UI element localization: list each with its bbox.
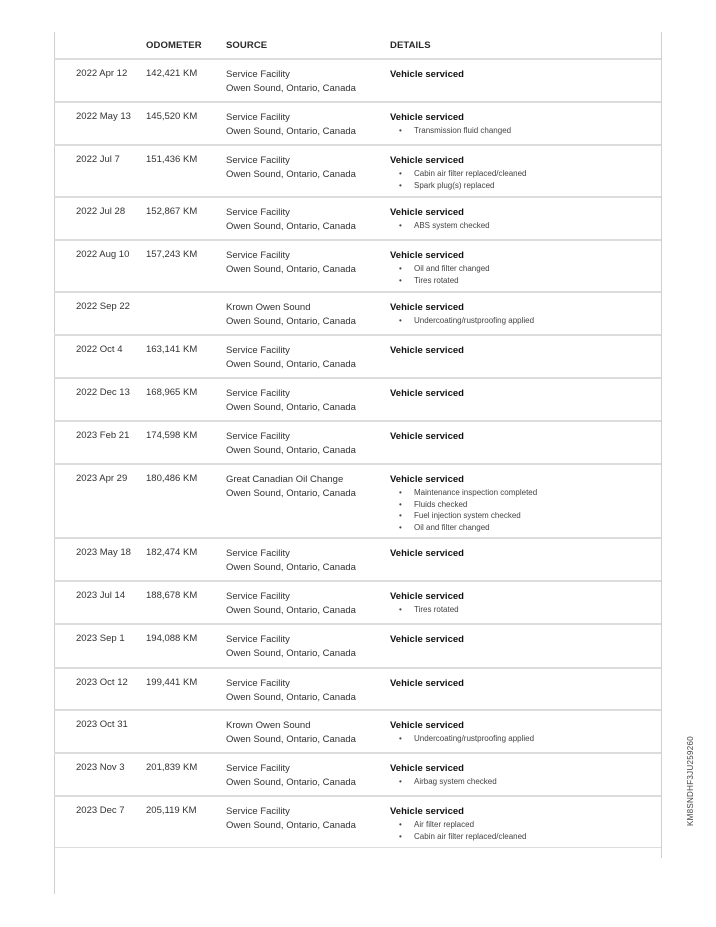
details-list-item [390,819,527,831]
bullet-icon: • [399,734,402,743]
details-list-item [390,487,537,499]
record-date: 2023 Dec 7 [76,805,125,816]
details-list [390,776,497,788]
details-item-text: Oil and filter changed [414,264,490,273]
details-list [390,125,511,137]
record-date: 2023 Oct 31 [76,719,128,730]
source-name: Service Facility [226,250,290,261]
source-name: Great Canadian Oil Change [226,474,344,485]
row-divider [54,752,661,754]
record-odometer: 152,867 KM [146,206,198,217]
record-source [226,344,356,372]
record-odometer: 180,486 KM [146,473,198,484]
source-location: Owen Sound, Ontario, Canada [226,562,356,573]
details-list-item [390,125,511,137]
details-title: Vehicle serviced [390,302,464,313]
record-details [390,154,527,191]
details-list [390,315,534,327]
source-column-header: SOURCE [226,40,268,51]
source-name: Service Facility [226,155,290,166]
details-list-item [390,831,527,843]
bullet-icon: • [399,264,402,273]
record-date: 2022 May 13 [76,111,131,122]
record-source [226,206,356,234]
odometer-column-header: ODOMETER [146,40,202,51]
details-title: Vehicle serviced [390,720,464,731]
details-item-text: Fuel injection system checked [414,511,521,520]
record-details [390,473,537,533]
source-name: Service Facility [226,591,290,602]
source-location: Owen Sound, Ontario, Canada [226,488,356,499]
record-details [390,111,511,137]
record-source [226,430,356,458]
bullet-icon: • [399,820,402,829]
record-details [390,68,464,82]
record-date: 2022 Aug 10 [76,249,130,260]
details-item-text: Spark plug(s) replaced [414,180,495,190]
details-item-text: ABS system checked [414,221,490,230]
row-divider [54,58,661,60]
details-item-text: Air filter replaced [414,820,475,829]
record-source [226,719,356,747]
record-date: 2023 Nov 3 [76,762,125,773]
source-location: Owen Sound, Ontario, Canada [226,692,356,703]
details-item-text: Oil and filter changed [414,522,490,532]
details-title: Vehicle serviced [390,388,464,399]
details-list-item [390,168,527,180]
record-source [226,633,356,661]
source-location: Owen Sound, Ontario, Canada [226,648,356,659]
row-divider [54,239,661,241]
details-item-text: Fluids checked [414,499,468,509]
vin-label: KM8SNDHF3JU259260 [686,735,695,826]
source-location: Owen Sound, Ontario, Canada [226,605,356,616]
row-divider [54,420,661,422]
record-source [226,249,356,277]
bullet-icon: • [399,316,402,325]
record-odometer: 157,243 KM [146,249,198,260]
details-list [390,819,527,842]
details-list-item [390,499,537,511]
bullet-icon: • [399,777,402,786]
details-title: Vehicle serviced [390,431,464,442]
details-title: Vehicle serviced [390,250,464,261]
record-details [390,719,534,745]
table-right-border [661,32,662,858]
record-date: 2022 Dec 13 [76,387,130,398]
details-title: Vehicle serviced [390,678,464,689]
details-item-text: Undercoating/rustproofing applied [414,316,535,325]
record-details [390,677,464,691]
details-title: Vehicle serviced [390,763,464,774]
details-list [390,604,464,616]
source-location: Owen Sound, Ontario, Canada [226,734,356,745]
details-title: Vehicle serviced [390,634,464,645]
table-bottom-divider [54,847,661,848]
row-divider [54,795,661,797]
source-name: Service Facility [226,806,290,817]
record-date: 2023 Apr 29 [76,473,128,484]
details-list-item [390,275,490,287]
details-list-item [390,733,534,745]
details-item-text: Maintenance inspection completed [414,488,538,497]
source-location: Owen Sound, Ontario, Canada [226,221,356,232]
details-list-item [390,776,497,788]
source-name: Service Facility [226,207,290,218]
row-divider [54,537,661,539]
record-date: 2022 Sep 22 [76,301,130,312]
record-source [226,473,356,501]
details-title: Vehicle serviced [390,806,464,817]
details-item-text: Airbag system checked [414,777,497,786]
row-divider [54,101,661,103]
source-name: Service Facility [226,388,290,399]
record-odometer: 145,520 KM [146,111,198,122]
row-divider [54,196,661,198]
row-divider [54,709,661,711]
row-divider [54,623,661,625]
record-odometer: 163,141 KM [146,344,198,355]
record-details [390,206,490,232]
record-source [226,68,356,96]
record-date: 2023 Jul 14 [76,590,126,601]
details-title: Vehicle serviced [390,591,464,602]
record-odometer: 201,839 KM [146,762,198,773]
details-list [390,733,534,745]
record-details [390,249,490,286]
record-odometer: 151,436 KM [146,154,198,165]
record-odometer: 168,965 KM [146,387,198,398]
source-location: Owen Sound, Ontario, Canada [226,820,356,831]
record-odometer: 199,441 KM [146,677,198,688]
record-source [226,805,356,833]
source-name: Service Facility [226,548,290,559]
record-odometer: 205,119 KM [146,805,197,816]
source-location: Owen Sound, Ontario, Canada [226,126,356,137]
record-date: 2023 Feb 21 [76,430,130,441]
details-item-text: Cabin air filter replaced/cleaned [414,169,527,178]
details-item-text: Undercoating/rustproofing applied [414,734,535,743]
bullet-icon: • [399,488,402,497]
source-location: Owen Sound, Ontario, Canada [226,169,356,180]
record-details [390,633,464,647]
details-list-item [390,220,490,232]
bullet-icon: • [399,221,402,230]
details-list-item [390,510,537,522]
record-date: 2022 Apr 12 [76,68,128,79]
source-location: Owen Sound, Ontario, Canada [226,402,356,413]
record-date: 2023 May 18 [76,547,131,558]
record-details [390,590,464,616]
record-source [226,677,356,705]
details-item-text: Tires rotated [414,275,459,285]
details-list [390,168,527,191]
details-title: Vehicle serviced [390,155,464,166]
bullet-icon: • [399,605,402,614]
bullet-icon: • [399,522,402,532]
record-odometer: 194,088 KM [146,633,198,644]
record-source [226,301,356,329]
record-details [390,387,464,401]
row-divider [54,463,661,465]
record-date: 2023 Oct 12 [76,677,128,688]
bullet-icon: • [399,511,402,520]
record-details [390,805,527,842]
source-name: Service Facility [226,69,290,80]
source-name: Krown Owen Sound [226,302,311,313]
details-list [390,487,537,533]
record-details [390,762,497,788]
details-list-item [390,315,534,327]
bullet-icon: • [399,831,402,841]
details-list-item [390,522,537,534]
record-odometer: 142,421 KM [146,68,198,79]
details-title: Vehicle serviced [390,345,464,356]
source-location: Owen Sound, Ontario, Canada [226,359,356,370]
details-title: Vehicle serviced [390,207,464,218]
record-source [226,762,356,790]
record-source [226,111,356,139]
source-name: Service Facility [226,678,290,689]
record-odometer: 174,598 KM [146,430,198,441]
source-location: Owen Sound, Ontario, Canada [226,777,356,788]
bullet-icon: • [399,180,402,190]
record-source [226,590,356,618]
record-details [390,547,464,561]
details-list [390,263,490,286]
source-name: Service Facility [226,112,290,123]
details-item-text: Cabin air filter replaced/cleaned [414,831,527,841]
record-date: 2022 Jul 28 [76,206,126,217]
record-details [390,301,534,327]
details-list [390,220,490,232]
source-name: Service Facility [226,763,290,774]
details-item-text: Tires rotated [414,605,459,614]
row-divider [54,377,661,379]
row-divider [54,667,661,669]
record-odometer: 188,678 KM [146,590,198,601]
details-column-header: DETAILS [390,40,431,51]
record-odometer: 182,474 KM [146,547,198,558]
row-divider [54,291,661,293]
details-list-item [390,263,490,275]
row-divider [54,334,661,336]
source-location: Owen Sound, Ontario, Canada [226,445,356,456]
source-location: Owen Sound, Ontario, Canada [226,83,356,94]
details-title: Vehicle serviced [390,112,464,123]
source-location: Owen Sound, Ontario, Canada [226,316,356,327]
record-details [390,430,464,444]
source-name: Krown Owen Sound [226,720,311,731]
record-date: 2022 Jul 7 [76,154,120,165]
details-list-item [390,604,464,616]
source-location: Owen Sound, Ontario, Canada [226,264,356,275]
table-header [54,32,661,58]
details-title: Vehicle serviced [390,474,464,485]
record-source [226,387,356,415]
bullet-icon: • [399,275,402,285]
record-source [226,547,356,575]
record-date: 2023 Sep 1 [76,633,125,644]
bullet-icon: • [399,126,402,135]
row-divider [54,144,661,146]
record-source [226,154,356,182]
bullet-icon: • [399,169,402,178]
details-list-item [390,180,527,192]
row-divider [54,580,661,582]
bullet-icon: • [399,499,402,509]
details-title: Vehicle serviced [390,548,464,559]
source-name: Service Facility [226,431,290,442]
source-name: Service Facility [226,634,290,645]
details-title: Vehicle serviced [390,69,464,80]
record-date: 2022 Oct 4 [76,344,123,355]
record-details [390,344,464,358]
source-name: Service Facility [226,345,290,356]
details-item-text: Transmission fluid changed [414,126,512,135]
